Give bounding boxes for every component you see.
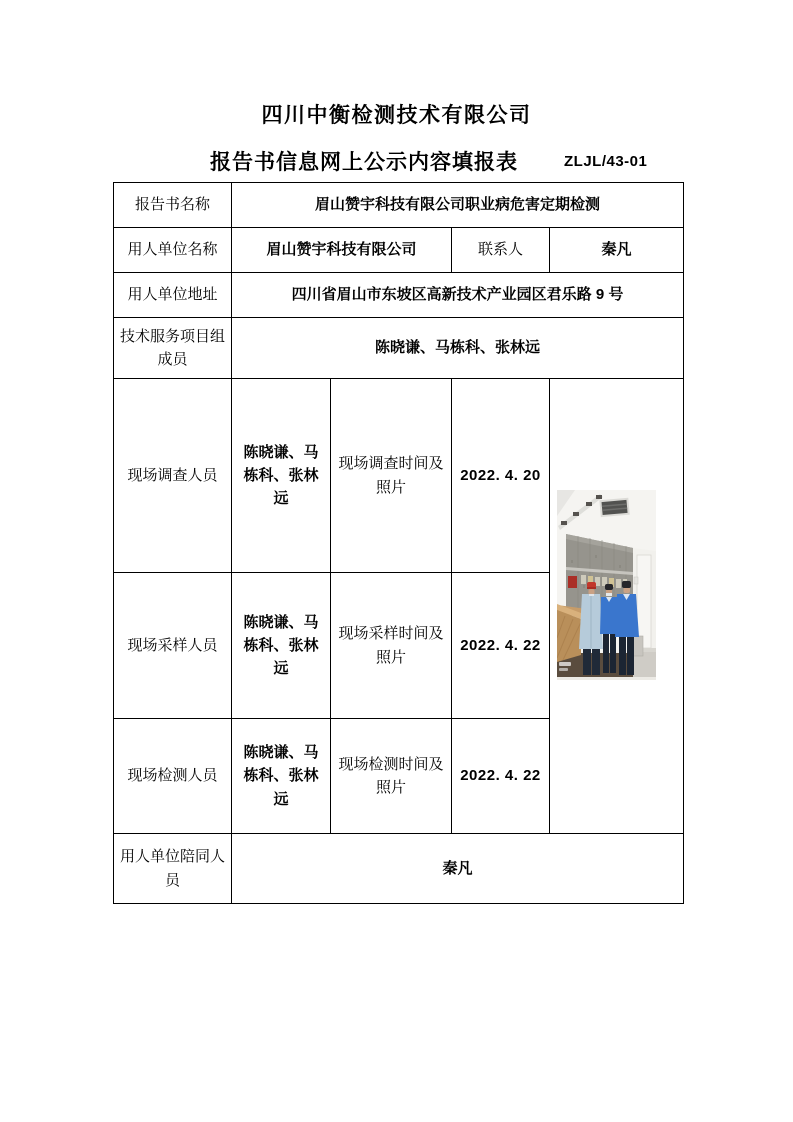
row-site-survey [114,379,684,573]
survey-time-label: 现场调查时间及照片 [331,379,452,573]
site-photo [557,490,656,680]
testing-personnel-label: 现场检测人员 [114,719,232,834]
employer-name-label: 用人单位名称 [114,228,232,273]
sampling-time-label: 现场采样时间及照片 [331,573,452,719]
row-project-team [114,318,684,379]
row-escort [114,834,684,904]
contact-value: 秦凡 [550,228,684,273]
form-title: 报告书信息网上公示内容填报表 [210,151,518,174]
contact-label: 联系人 [452,228,550,273]
escort-value: 秦凡 [232,834,684,904]
site-photo-cell [550,379,684,834]
report-name-value: 眉山赞宇科技有限公司职业病危害定期检测 [232,183,684,228]
row-report-name [114,183,684,228]
project-team-value: 陈晓谦、马栋科、张林远 [232,318,684,379]
report-form-table [113,182,684,904]
escort-label: 用人单位陪同人员 [114,834,232,904]
page-title: 四川中衡检测技术有限公司 [261,104,532,127]
sampling-personnel-label: 现场采样人员 [114,573,232,719]
sampling-date: 2022. 4. 22 [452,573,550,719]
employer-address-value: 四川省眉山市东坡区高新技术产业园区君乐路 9 号 [232,273,684,318]
employer-name-value: 眉山赞宇科技有限公司 [232,228,452,273]
testing-date: 2022. 4. 22 [452,719,550,834]
testing-time-label: 现场检测时间及照片 [331,719,452,834]
employer-address-label: 用人单位地址 [114,273,232,318]
project-team-label: 技术服务项目组成员 [114,318,232,379]
form-title-row [210,146,647,176]
row-employer-address [114,273,684,318]
survey-personnel-label: 现场调查人员 [114,379,232,573]
form-code: ZLJL/43-01 [564,152,648,170]
report-name-label: 报告书名称 [114,183,232,228]
sampling-personnel-value: 陈晓谦、马栋科、张林远 [232,573,331,719]
testing-personnel-value: 陈晓谦、马栋科、张林远 [232,719,331,834]
survey-date: 2022. 4. 20 [452,379,550,573]
row-employer-name [114,228,684,273]
survey-personnel-value: 陈晓谦、马栋科、张林远 [232,379,331,573]
